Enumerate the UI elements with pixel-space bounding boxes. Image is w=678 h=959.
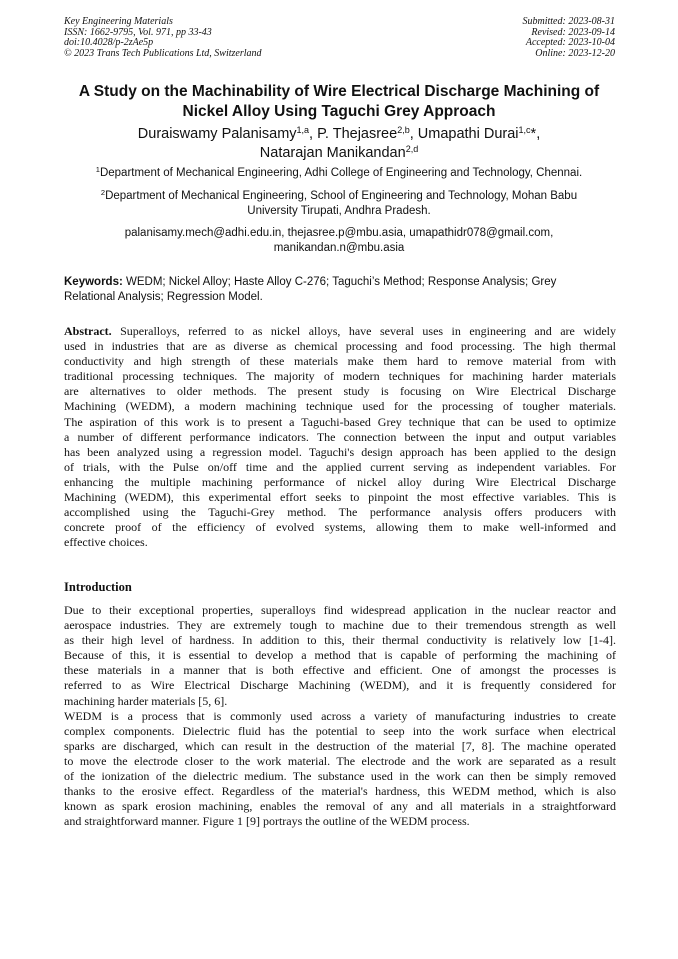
journal-header — [64, 17, 262, 59]
paper-title — [50, 82, 628, 121]
abstract-line: concrete proof of the efficiency of evolved systems, allowing them to make well-informed and — [64, 520, 616, 535]
affiliation-2 — [40, 189, 638, 219]
body-line: Because of this, it is essential to develop a method that is capable of performing the machining of — [64, 648, 616, 663]
abstract-line: traditional processing techniques. The majority of modern techniques for machining harder materials — [64, 369, 616, 384]
body-line: referred to as Wire Electrical Discharge Machining (WEDM), and it is frequently considered for — [64, 678, 616, 693]
author-affiliation-marker: 1,a — [296, 125, 310, 135]
keywords-block — [64, 275, 616, 304]
author-affiliation-marker: 2,d — [405, 144, 419, 154]
journal-issn: ISSN: 1662-9795, Vol. 971, pp 33-43 — [64, 26, 212, 38]
body-line: WEDM is a process that is commonly used across a variety of manufacturing industries to create — [64, 708, 616, 723]
affiliation-number: 2 — [100, 188, 106, 197]
keywords-text: Relational Analysis; Regression Model. — [64, 290, 263, 303]
authors-line-1: Duraiswamy Palanisamy$^{1,a}$, P. Thejasree$^{2,b}$, Umapathi Durai$^{1,c}$*, — [137, 125, 541, 142]
email-line: manikandan.n@mbu.asia — [273, 242, 405, 254]
body-line: to move the electrode closer to the work material. The electrode and the work are separated as a result — [64, 753, 616, 768]
copyright-line: © 2023 Trans Tech Publications Ltd, Switzerland — [64, 47, 262, 59]
body-line: of the ionization of the dielectric medium. The substance used in the work can then be simply removed — [64, 769, 616, 784]
affiliation-1 — [40, 166, 638, 181]
abstract-block — [64, 324, 616, 550]
abstract-line: conductivity and high strength of these materials make them hard to remove material from with — [64, 354, 616, 369]
body-line: these materials in a manner that is both effective and efficient. One of amongst the processes is — [64, 663, 616, 678]
authors-line-2 — [40, 144, 638, 163]
journal-name: Key Engineering Materials — [64, 16, 173, 27]
author-affiliation-marker: 2,b — [397, 125, 410, 135]
abstract-line: Abstract. Superalloys, referred to as nickel alloys, have several uses in engineering and are widely — [64, 324, 616, 338]
corresponding-author-mark: * — [530, 126, 537, 142]
title-line-1: A Study on the Machinability of Wire Electrical Discharge Machining of — [78, 83, 600, 100]
affiliation-text: Department of Mechanical Engineering, School of Engineering and Technology, Mohan Babu — [105, 190, 578, 202]
body-line: Due to their exceptional properties, superalloys find widespread application in the nuclear reactor and — [64, 603, 616, 617]
keywords-label: Keywords: — [64, 276, 123, 288]
body-line: known as spark erosion machining, enables the removal of any and all materials in a straightforward — [64, 799, 616, 814]
abstract-line: enhancing the multiple machining performance of nickel alloy during Wire Electrical Discharge — [64, 474, 616, 489]
revised-date: Revised: 2023-09-14 — [531, 26, 615, 38]
affiliation-number: 1 — [95, 165, 100, 174]
author-name: Umapathi Durai — [417, 126, 519, 142]
article-doi: doi:10.4028/p-2zAe5p — [64, 37, 154, 49]
author-emails — [40, 226, 638, 256]
section-heading-introduction: Introduction — [64, 580, 132, 594]
body-line: as their high level of hardness. In addition to this, their thermal conductivity is relatively low [1-4]. — [64, 633, 616, 648]
abstract-line: has been analyzed using a regression model. Taguchi's design approach has been applied to the design — [64, 444, 616, 459]
body-line: and straightforward manner. Figure 1 [9] portrays the outline of the WEDM process. — [64, 814, 470, 829]
abstract-line: Machining (WEDM), a modern machining technique used for the processing of tougher materials. — [64, 399, 616, 414]
author-affiliation-marker: 1,c — [518, 125, 531, 135]
abstract-line: The aspiration of this work is to present a Taguchi-based Grey technique that can be used to optimize — [64, 414, 616, 429]
keywords-text: WEDM; Nickel Alloy; Haste Alloy C-276; Taguchi’s Method; Response Analysis; Grey — [122, 276, 557, 288]
abstract-line: of trials, with the Pulse on/off time and the applied current serving as independent variables. For — [64, 459, 616, 474]
author-name: Duraiswamy Palanisamy — [137, 126, 297, 142]
accepted-date: Accepted: 2023-10-04 — [525, 37, 615, 49]
abstract-line: are alternatives to older methods. The present study is focusing on Wire Electrical Discharge — [64, 384, 616, 399]
body-line: thanks to the erosive effect. Regardless of the material's hardness, this WEDM method, which is also — [64, 784, 616, 799]
publication-dates — [523, 17, 616, 59]
introduction-body — [64, 603, 616, 829]
body-line: aerospace industries. They are extremely tough to machine due to their tremendous strength as well — [64, 618, 616, 633]
body-line: sparks are discharged, which can result in the destruction of the material [7, 8]. The machine operated — [64, 738, 616, 753]
submitted-date: Submitted: 2023-08-31 — [522, 16, 615, 27]
abstract-line: Machining (WEDM), this experimental effort seeks to pinpoint the most effective variables. This is — [64, 490, 616, 505]
affiliation-text: University Tirupati, Andhra Pradesh. — [247, 205, 431, 217]
email-line: palanisamy.mech@adhi.edu.in, thejasree.p@mbu.asia, umapathidr078@gmail.com, — [124, 227, 554, 239]
affiliation-text: Department of Mechanical Engineering, Adhi College of Engineering and Technology, Chennai. — [99, 167, 583, 179]
abstract-line: used in industries that are as diverse as chemical processing and food processing. The high thermal — [64, 339, 616, 354]
title-line-2: Nickel Alloy Using Taguchi Grey Approach — [182, 102, 496, 120]
author-list — [40, 125, 638, 163]
online-date: Online: 2023-12-20 — [535, 47, 615, 59]
abstract-line: a number of different performance indicators. The connection between the input and output variables — [64, 429, 616, 444]
body-line: machining harder materials [5, 6]. — [64, 693, 228, 708]
abstract-label: Abstract. — [64, 324, 112, 338]
body-line: complex components. Dielectric fluid has the potential to seep into the work surface when electrical — [64, 723, 616, 738]
author-name: P. Thejasree — [317, 126, 398, 142]
abstract-line: effective choices. — [64, 535, 148, 550]
author-name: Natarajan Manikandan — [259, 145, 406, 161]
abstract-line: accomplished using the Taguchi-Grey method. The performance analysis offers producers with — [64, 505, 616, 520]
